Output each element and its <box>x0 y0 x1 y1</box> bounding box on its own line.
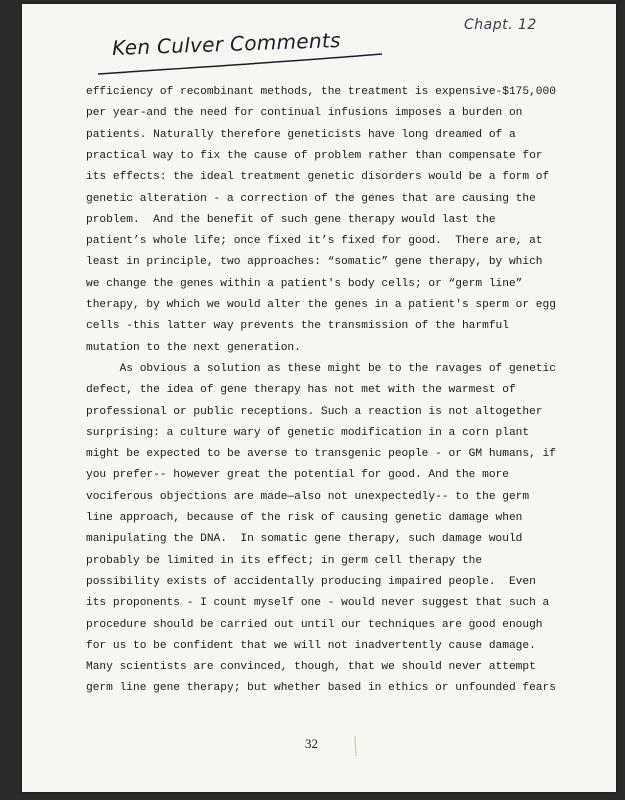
binder-mark <box>350 734 360 758</box>
text-line: efficiency of recombinant methods, the treatment is expensive-$175,000 <box>86 86 556 98</box>
text-line: patient’s whole life; once fixed it’s fixed for good. There are, at <box>86 235 543 248</box>
text-line: Many scientists are convinced, though, that we should never attempt <box>86 661 536 674</box>
text-line: professional or public receptions. Such a reaction is not altogether <box>86 405 543 418</box>
text-line: we change the genes within a patient's body cells; or “germ line” <box>86 277 523 290</box>
text-line: its proponents - I count myself one - would never suggest that such a <box>86 597 550 610</box>
text-line: genetic alteration - a correction of the genes that are causing the <box>86 192 536 205</box>
text-line: As obvious a solution as these might be to the ravages of genetic <box>86 362 556 375</box>
handwritten-underline <box>96 44 386 78</box>
text-line: per year-and the need for continual infusions imposes a burden on <box>86 107 523 120</box>
text-line: its effects: the ideal treatment genetic disorders would be a form of <box>86 171 550 184</box>
handwritten-chapter-note: Chapt. 12 <box>464 17 537 33</box>
document-page <box>22 4 616 792</box>
text-line: problem. And the benefit of such gene therapy would last the <box>86 213 496 226</box>
page-number: 32 <box>305 736 318 751</box>
text-line: procedure should be carried out until our techniques are good enough <box>86 618 543 631</box>
text-line: manipulating the DNA. In somatic gene therapy, such damage would <box>86 533 523 546</box>
text-line: you prefer-- however great the potential for good. And the more <box>86 469 509 482</box>
text-line: cells -this latter way prevents the transmission of the harmful <box>86 320 509 333</box>
text-line: surprising: a culture wary of genetic modification in a corn plant <box>86 426 530 439</box>
text-line: might be expected to be averse to transgenic people - or GM humans, if <box>86 448 556 461</box>
text-line: germ line gene therapy; but whether based in ethics or unfounded fears <box>86 682 556 695</box>
text-line: vociferous objections are made—also not unexpectedly-- to the germ <box>86 490 530 503</box>
text-line: practical way to fix the cause of problem rather than compensate for <box>86 149 543 162</box>
text-line: defect, the idea of gene therapy has not met with the warmest of <box>86 384 516 397</box>
handwritten-title-note: Ken Culver Comments <box>111 28 342 60</box>
text-line: least in principle, two approaches: “somatic” gene therapy, by which <box>86 256 543 269</box>
text-line: probably be limited in its effect; in germ cell therapy the <box>86 554 483 567</box>
text-line: line approach, because of the risk of causing genetic damage when <box>86 512 523 524</box>
text-line: therapy, by which we would alter the genes in a patient's sperm or egg <box>86 299 556 311</box>
text-line: for us to be confident that we will not inadvertently cause damage. <box>86 639 536 652</box>
text-line: mutation to the next generation. <box>86 341 301 354</box>
text-line: possibility exists of accidentally producing impaired people. Even <box>86 575 536 588</box>
text-line: patients. Naturally therefore geneticists have long dreamed of a <box>86 128 516 141</box>
